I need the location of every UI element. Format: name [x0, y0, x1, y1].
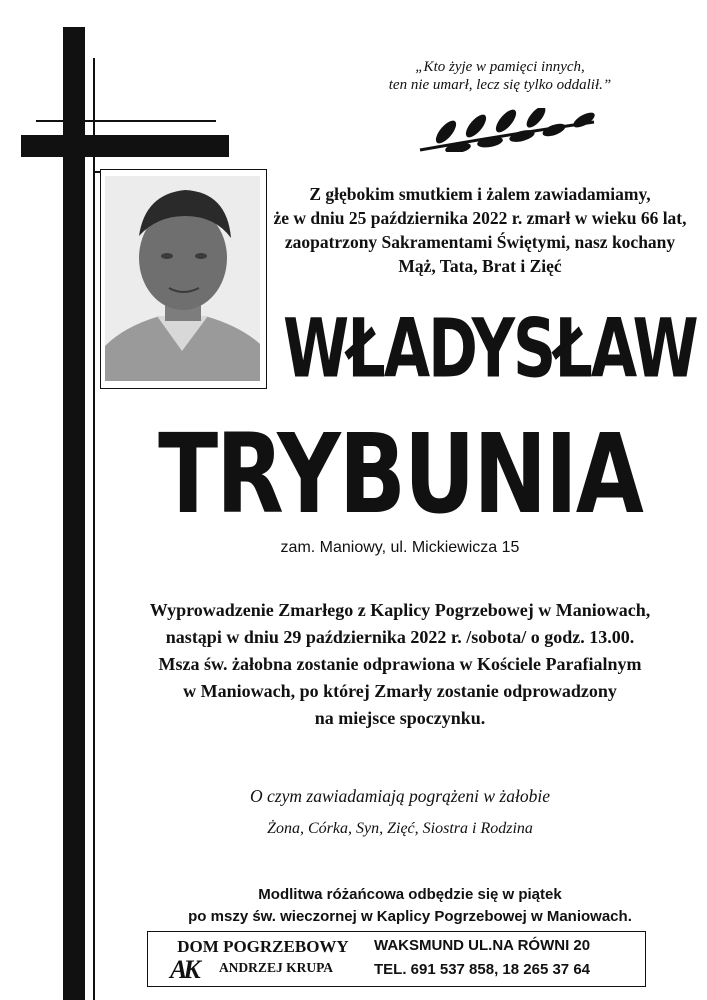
- laurel-branch-icon: [418, 108, 598, 152]
- announcement-line-4: Mąż, Tata, Brat i Zięć: [398, 256, 562, 276]
- funeral-home-name: DOM POGRZEBOWY: [177, 937, 349, 956]
- deceased-first-name: WŁADYSŁAW: [283, 302, 697, 397]
- cross-outline-vertical: [93, 58, 95, 1000]
- funeral-line-1: Wyprowadzenie Zmarłego z Kaplicy Pogrzebowej w Maniowach,: [149, 600, 651, 620]
- rosary-line-2: po mszy św. wieczornej w Kaplicy Pogrzebowej w Maniowach.: [188, 908, 632, 925]
- deceased-address: zam. Maniowy, ul. Mickiewicza 15: [280, 539, 520, 556]
- funeral-line-2: nastąpi w dniu 29 października 2022 r. /sobota/ o godz. 13.00.: [165, 627, 635, 647]
- funeral-line-4: w Maniowach, po której Zmarły zostanie odprowadzony: [183, 681, 617, 701]
- funeral-home-owner: ANDRZEJ KRUPA: [218, 960, 334, 975]
- rosary-notice: [120, 884, 700, 928]
- announcement-line-2: że w dniu 25 października 2022 r. zmarł w wieku 66 lat,: [273, 208, 687, 228]
- funeral-line-5: na miejsce spoczynku.: [314, 708, 486, 728]
- funeral-home-logo: AK: [170, 955, 197, 984]
- quote-line-2: ten nie umarł, lecz się tylko oddalił.”: [388, 77, 612, 93]
- funeral-line-3: Msza św. żałobna zostanie odprawiona w Kościele Parafialnym: [158, 654, 642, 674]
- announcement-line-3: zaopatrzony Sakramentami Świętymi, nasz kochany: [284, 232, 676, 252]
- quote-line-1: „Kto żyje w pamięci innych,: [415, 59, 585, 75]
- memorial-quote: [330, 58, 670, 94]
- cross-icon: [63, 27, 85, 1000]
- funeral-home-phone: TEL. 691 537 858, 18 265 37 64: [374, 961, 590, 978]
- deceased-portrait: [105, 176, 260, 381]
- rosary-line-1: Modlitwa różańcowa odbędzie się w piątek: [258, 886, 562, 903]
- mourners-list: Żona, Córka, Syn, Zięć, Siostra i Rodzina: [267, 820, 533, 837]
- cross-arm: [21, 135, 229, 157]
- deceased-last-name: TRYBUNIA: [158, 409, 642, 539]
- funeral-home-address: WAKSMUND UL.NA RÓWNI 20: [374, 937, 591, 954]
- announcement-text: [270, 182, 690, 278]
- mourners-intro: O czym zawiadamiają pogrążeni w żałobie: [250, 786, 550, 806]
- announcement-line-1: Z głębokim smutkiem i żalem zawiadamiamy,: [309, 184, 651, 204]
- funeral-details: [95, 597, 705, 732]
